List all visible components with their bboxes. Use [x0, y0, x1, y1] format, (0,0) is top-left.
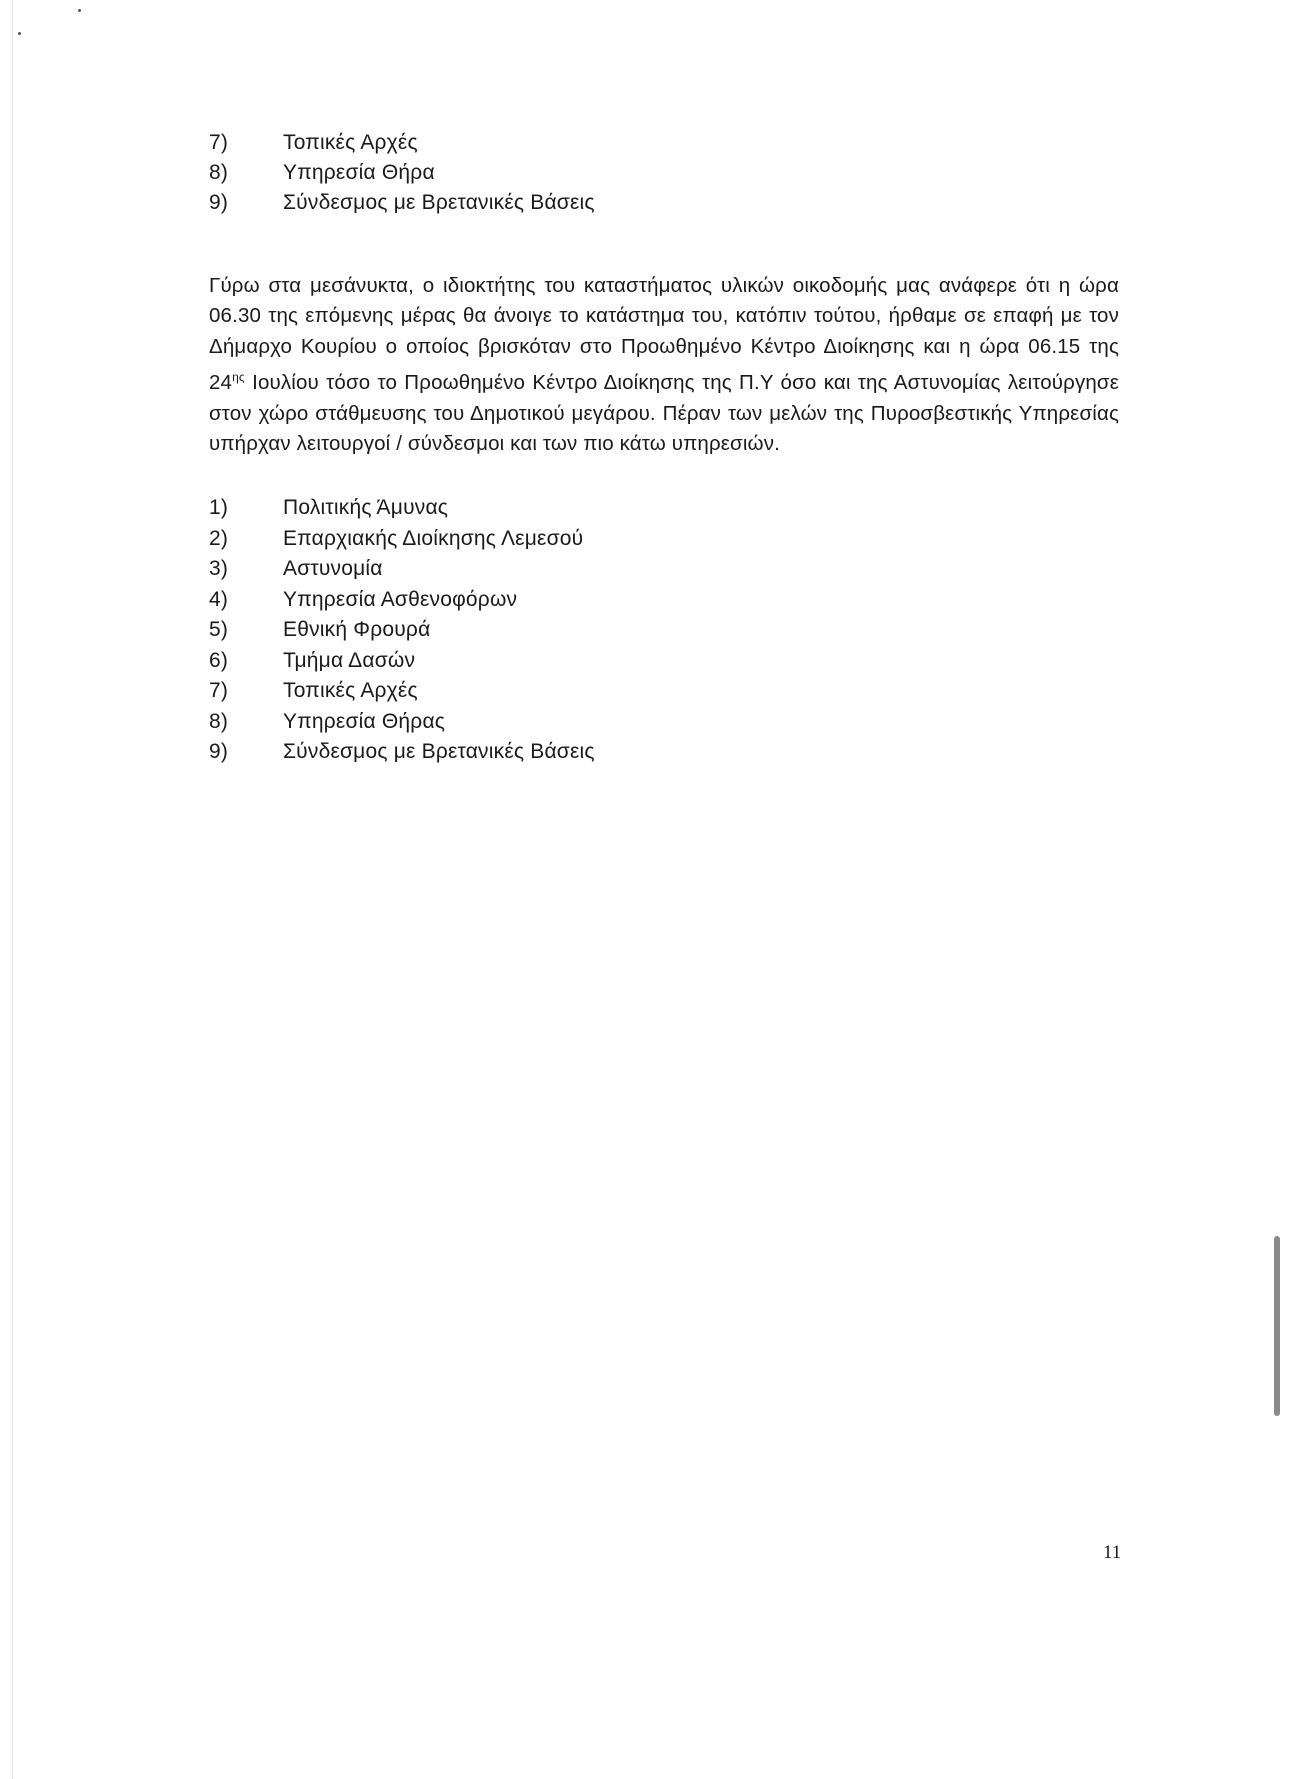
list-item-text: Τοπικές Αρχές: [283, 131, 418, 154]
list-item: [209, 585, 909, 616]
document-page: [12, 0, 1281, 1779]
list-item: [209, 158, 909, 188]
list-item-number: 5): [209, 618, 229, 641]
list-item-text: Τμήμα Δασών: [283, 648, 416, 672]
paragraph-text-part2: Ιουλίου τόσο το Προωθημένο Κέντρο Διοίκησης της Π.Υ όσο και της Αστυνομίας λειτούργησε στον χώρο στάθμευσης του Δημοτικού μεγάρου. Πέραν των μελών της Πυροσβεστικής Υπηρεσίας υπήρχαν λειτουργοί / σύνδεσμοι και των πιο κάτω υπηρεσιών.: [209, 371, 1119, 455]
list-item: [209, 493, 909, 524]
list-item-number: 9): [209, 191, 229, 214]
list-item: [209, 524, 909, 555]
list-item-number: 6): [209, 648, 229, 672]
list-item-text: Αστυνομία: [283, 557, 383, 580]
list-item-text: Υπηρεσία Θήρα: [283, 161, 435, 184]
list-item: [209, 676, 909, 707]
list-item-number: 1): [209, 496, 229, 519]
services-list-bottom: [209, 493, 909, 768]
list-item: [209, 554, 909, 585]
list-item: [209, 615, 909, 646]
list-item-text: Υπηρεσία Θήρας: [283, 709, 446, 733]
services-list-top: [209, 128, 909, 218]
list-item-number: 8): [209, 161, 229, 184]
scan-speck: [18, 32, 21, 35]
page-number: 11: [1103, 1542, 1122, 1563]
list-item-number: 2): [209, 526, 229, 550]
list-item: [209, 188, 909, 218]
list-item: [209, 737, 909, 768]
list-item-number: 4): [209, 587, 229, 611]
list-item-number: 7): [209, 679, 229, 702]
list-item-text: Επαρχιακής Διοίκησης Λεμεσού: [283, 526, 584, 550]
list-item-number: 3): [209, 557, 229, 580]
list-item: [209, 128, 909, 158]
vertical-scrollbar-thumb[interactable]: [1274, 1236, 1280, 1416]
list-item-text: Σύνδεσμος με Βρετανικές Βάσεις: [283, 191, 595, 214]
list-item-text: Σύνδεσμος με Βρετανικές Βάσεις: [283, 740, 595, 763]
scan-speck: [78, 9, 81, 12]
list-item-number: 8): [209, 709, 229, 733]
list-item: [209, 707, 909, 738]
list-item-number: 9): [209, 740, 229, 763]
list-item: [209, 646, 909, 677]
body-paragraph: [209, 271, 1119, 460]
list-item-text: Τοπικές Αρχές: [283, 679, 418, 702]
list-item-text: Πολιτικής Άμυνας: [283, 496, 449, 519]
list-item-text: Εθνική Φρουρά: [283, 618, 431, 641]
list-item-number: 7): [209, 131, 229, 154]
ordinal-superscript: ης: [232, 370, 245, 384]
paragraph-text-part1: Γύρω στα μεσάνυκτα, ο ιδιοκτήτης του καταστήματος υλικών οικοδομής μας ανάφερε ότι η ώρα 06.30 της επόμενης μέρας θα άνοιγε το κατάστημα του, κατόπιν τούτου, ήρθαμε σε επαφή με τον Δήμαρχο Κουρίου ο οποίος βρισκόταν στο Προωθημένο Κέντρο Διοίκησης και η ώρα 06.15 της 24: [209, 273, 1119, 394]
list-item-text: Υπηρεσία Ασθενοφόρων: [283, 587, 518, 611]
